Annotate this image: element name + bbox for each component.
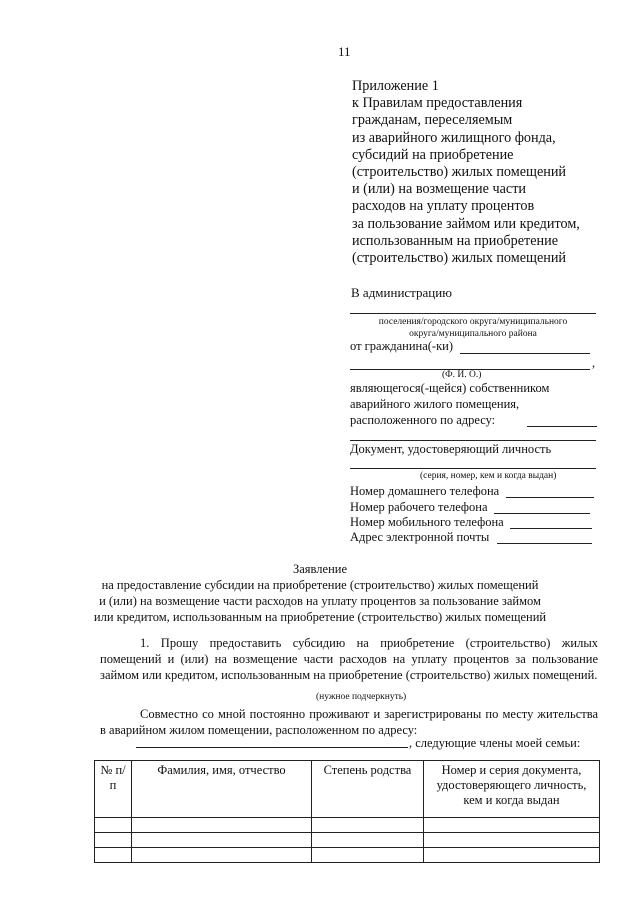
appendix-line: субсидий на приобретение [352,146,514,163]
request-paragraph: 1. Прошу предоставить субсидию на приобретение (строительство) жилых помещений и (или) на возмещение части расходов на уплату процентов за пользование займом или кредитом, использованным на приобретение (строительство) жилых помещений. [100,636,598,682]
family-paragraph-end: , следующие члены моей семьи: [409,736,581,750]
appendix-line: к Правилам предоставления [352,95,523,112]
table-row [95,818,600,833]
family-address-field[interactable] [136,747,408,748]
appendix-line: из аварийного жилищного фонда, [352,129,556,146]
col-header-name: Фамилия, имя, отчество [132,761,312,818]
col-header-number: № п/п [95,761,132,818]
table-cell[interactable] [424,833,600,848]
table-cell[interactable] [424,818,600,833]
appendix-line: и (или) на возмещение части [352,181,526,198]
appendix-line: гражданам, переселяемым [352,112,513,129]
admin-hint-2: округа/муниципального района [409,329,537,339]
family-paragraph [100,706,598,738]
statement-line-2: и (или) на возмещение части расходов на уплату процентов за пользование займом [99,594,541,608]
table-cell[interactable] [312,833,424,848]
admin-name-field[interactable] [350,313,596,314]
appendix-line: (строительство) жилых помещений [352,250,567,267]
fio-hint: (Ф. И. О.) [442,370,482,380]
owner-line-1: являющегося(-щейся) собственником [350,381,550,395]
appendix-line: за пользование займом или кредитом, [352,215,580,232]
table-cell[interactable] [95,818,132,833]
address-field-1[interactable] [527,426,597,427]
email-label: Адрес электронной почты [350,530,490,544]
table-cell[interactable] [424,848,600,863]
family-paragraph-text: Совместно со мной постоянно проживают и зарегистрированы по месту жительства в аварийном жилом помещении, расположенном по адресу: [100,707,598,737]
id-document-label: Документ, удостоверяющий личность [350,442,552,456]
table-row [95,833,600,848]
table-cell[interactable] [95,833,132,848]
page-number: 11 [338,44,351,59]
table-cell[interactable] [132,818,312,833]
home-phone-label: Номер домашнего телефона [350,484,500,498]
appendix-line: Приложение 1 [352,78,439,94]
address-field-2[interactable] [350,440,596,441]
table-cell[interactable] [312,818,424,833]
mobile-phone-field[interactable] [510,528,592,529]
owner-line-2: аварийного жилого помещения, [350,397,520,411]
table-cell[interactable] [95,848,132,863]
col-header-relation: Степень родства [312,761,424,818]
email-field[interactable] [497,543,592,544]
appendix-line: (строительство) жилых помещений [352,164,567,181]
id-document-field[interactable] [350,468,596,469]
appendix-line: расходов на уплату процентов [352,198,535,215]
underline-hint: (нужное подчеркнуть) [316,692,407,702]
appendix-line: использованным на приобретение [352,232,559,249]
to-administration-label: В администрацию [351,285,452,300]
statement-title: Заявление [292,562,347,576]
from-citizen-label: от гражданина(-ки) [350,339,454,353]
work-phone-label: Номер рабочего телефона [350,500,488,514]
mobile-phone-label: Номер мобильного телефона [350,515,504,529]
table-cell[interactable] [312,848,424,863]
home-phone-field[interactable] [506,497,594,498]
id-document-hint: (серия, номер, кем и когда выдан) [420,471,557,481]
table-header-row [95,761,600,818]
family-members-table [94,760,600,863]
table-cell[interactable] [132,848,312,863]
table-cell[interactable] [132,833,312,848]
citizen-name-field-1[interactable] [460,353,590,354]
col-header-document: Номер и серия документа, удостоверяющего личность, кем и когда выдан [424,761,600,818]
comma: , [592,356,596,370]
table-row [95,848,600,863]
statement-line-3: или кредитом, использованным на приобретение (строительство) жилых помещений [93,610,547,624]
admin-hint-1: поселения/городского округа/муниципального [378,317,568,327]
owner-line-3: расположенного по адресу: [350,413,496,427]
appendix-header [352,78,580,267]
work-phone-field[interactable] [494,513,590,514]
statement-line-1: на предоставление субсидии на приобретение (строительство) жилых помещений [101,578,539,592]
